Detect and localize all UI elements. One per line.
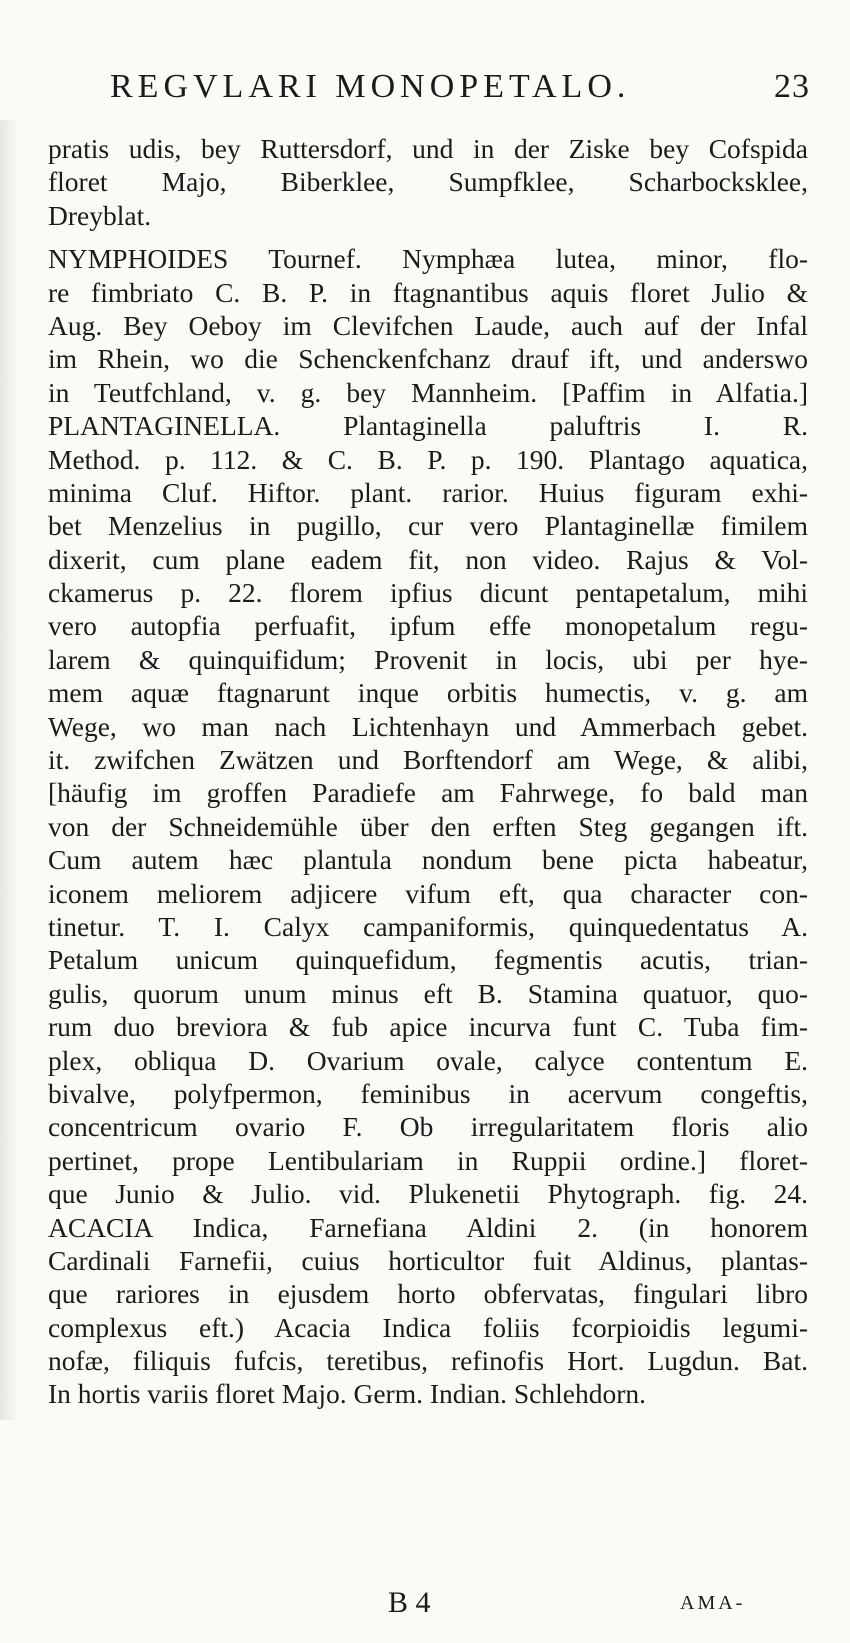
text-line: minima Cluf. Hiftor. plant. rarior. Huius figuram exhi- (48, 476, 808, 508)
text-line: in Teutfchland, v. g. bey Mannheim. [Paffim in Alfatia.] (48, 376, 808, 408)
text-line: nofæ, filiquis fufcis, teretibus, refinofis Hort. Lugdun. Bat. (48, 1345, 808, 1377)
text-line: iconem meliorem adjicere vifum eft, qua character con- (48, 877, 808, 909)
text-line: bivalve, polyfpermon, feminibus in acervum congeftis, (48, 1077, 808, 1109)
signature-mark: B 4 (388, 1586, 431, 1619)
running-header (110, 68, 810, 116)
text-line: ACACIA Indica, Farnefiana Aldini 2. (in honorem (48, 1211, 808, 1243)
text-line: concentricum ovario F. Ob irregularitatem floris alio (48, 1111, 808, 1143)
text-line: que Junio & Julio. vid. Plukenetii Phytograph. fig. 24. (48, 1178, 808, 1210)
text-line: Dreyblat. (48, 199, 152, 231)
text-line: von der Schneidemühle über den erften Steg gegangen ift. (48, 810, 808, 842)
text-line: NYMPHOIDES Tournef. Nymphæa lutea, minor, flo- (48, 243, 808, 275)
text-line: Cardinali Farnefii, cuius horticultor fuit Aldinus, plantas- (48, 1244, 808, 1276)
page-footer (0, 1586, 850, 1626)
text-line: plex, obliqua D. Ovarium ovale, calyce contentum E. (48, 1044, 808, 1076)
text-line: Petalum unicum quinquefidum, fegmentis acutis, trian- (48, 944, 808, 976)
text-line: Method. p. 112. & C. B. P. p. 190. Plantago aquatica, (48, 443, 808, 475)
text-line: mem aquæ ftagnarunt inque orbitis humectis, v. g. am (48, 677, 808, 709)
body-text (48, 132, 808, 1411)
text-line: tinetur. T. I. Calyx campaniformis, quinquedentatus A. (48, 910, 808, 942)
text-line: rum duo breviora & fub apice incurva funt C. Tuba fim- (48, 1011, 808, 1043)
text-line: dixerit, cum plane eadem fit, non video. Rajus & Vol- (48, 543, 808, 575)
running-title: REGVLARI MONOPETALO. (110, 68, 631, 105)
text-line: [häufig im groffen Paradiefe am Fahrwege, fo bald man (48, 777, 808, 809)
text-line: pertinet, prope Lentibulariam in Ruppii ordine.] floret- (48, 1144, 808, 1176)
text-line: im Rhein, wo die Schenckenfchanz drauf ift, und anderswo (48, 343, 808, 375)
text-line: bet Menzelius in pugillo, cur vero Plantaginellæ fimilem (48, 510, 808, 542)
text-line: ckamerus p. 22. florem ipfius dicunt pentapetalum, mihi (48, 577, 808, 609)
text-line: complexus eft.) Acacia Indica foliis fcorpioidis legumi- (48, 1311, 808, 1343)
text-line: re fimbriato C. B. P. in ftagnantibus aquis floret Julio & (48, 276, 808, 308)
text-line: Wege, wo man nach Lichtenhayn und Ammerbach gebet. (48, 710, 808, 742)
text-line: Cum autem hæc plantula nondum bene picta habeatur, (48, 844, 808, 876)
text-line: In hortis variis floret Majo. Germ. Indian. Schlehdorn. (48, 1378, 646, 1410)
text-line: pratis udis, bey Ruttersdorf, und in der Ziske bey Cofspida (48, 133, 808, 164)
text-line: Aug. Bey Oeboy im Clevifchen Laude, auch auf der Infal (48, 309, 808, 341)
text-line: que rariores in ejusdem horto obfervatas, fingulari libro (48, 1278, 808, 1310)
text-line: vero autopfia perfuafit, ipfum effe monopetalum regu- (48, 610, 808, 642)
page-number: 23 (774, 68, 810, 105)
text-line: gulis, quorum unum minus eft B. Stamina quatuor, quo- (48, 977, 808, 1009)
binding-gutter (0, 120, 16, 1420)
text-line: floret Majo, Biberklee, Sumpfklee, Scharbocksklee, (48, 166, 808, 198)
text-line: PLANTAGINELLA. Plantaginella paluftris I. R. (48, 410, 808, 442)
text-line: larem & quinquifidum; Provenit in locis, ubi per hye- (48, 643, 808, 675)
text-line: it. zwifchen Zwätzen und Borftendorf am Wege, & alibi, (48, 744, 808, 776)
catchword: AMA- (680, 1592, 746, 1614)
